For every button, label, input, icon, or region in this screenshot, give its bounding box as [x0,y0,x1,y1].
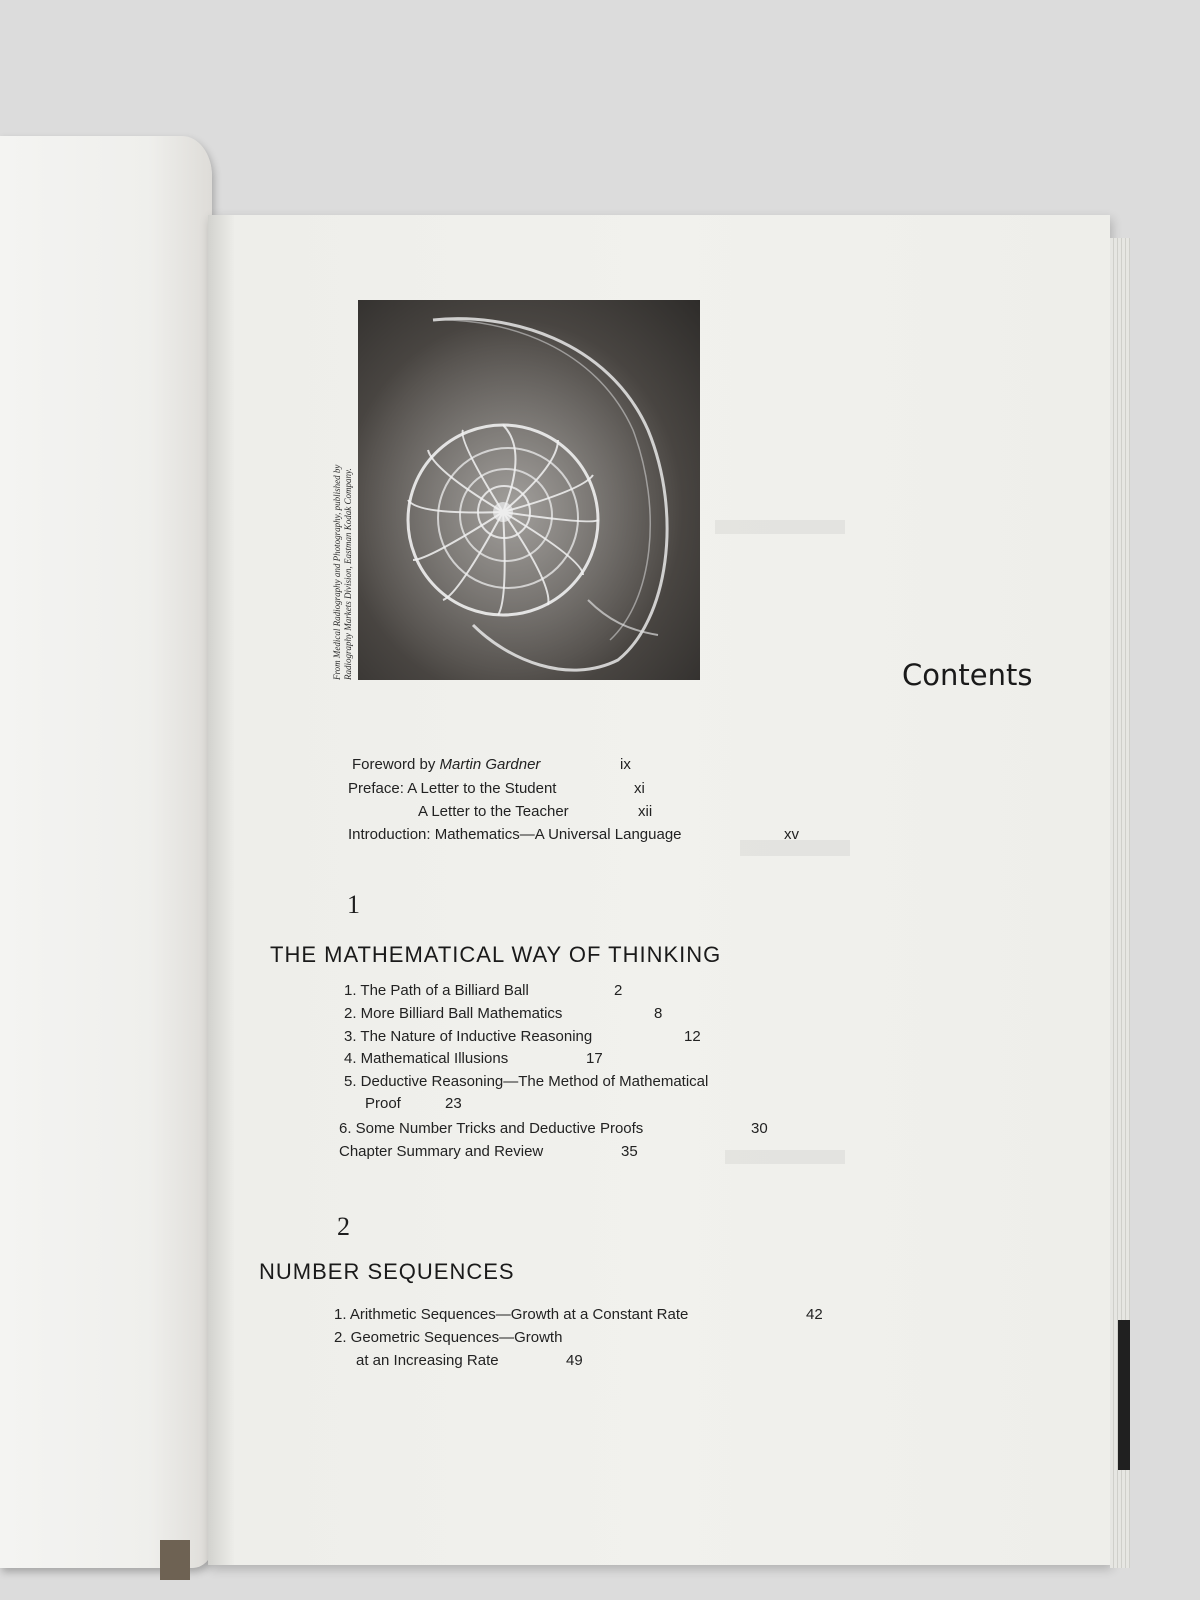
toc-entry-label: Introduction: Mathematics—A Universal Language [348,826,682,843]
toc-entry-continuation [356,1352,583,1369]
toc-entry-label: 1. The Path of a Billiard Ball [344,982,529,999]
toc-entry [344,982,623,999]
photo-credit-line: Radiography Markets Division, Eastman Kodak Company. [343,468,353,680]
toc-entry [344,1073,708,1090]
left-page [0,136,212,1568]
contents-heading: Contents [902,658,1033,692]
toc-entry-page: ix [620,756,631,773]
toc-entry-page: 17 [586,1050,603,1067]
toc-entry-page: 35 [621,1143,638,1160]
photo-credit [332,300,354,680]
show-through-text [715,520,845,534]
toc-entry-label: at an Increasing Rate [356,1352,499,1369]
toc-entry-page: xii [638,803,653,820]
show-through-text [725,1150,845,1164]
toc-entry [334,1329,562,1346]
toc-entry [344,1050,603,1067]
toc-entry [334,1306,823,1323]
toc-entry-label: Preface: A Letter to the Student [348,780,557,797]
toc-entry-page: 49 [566,1352,583,1369]
toc-entry-label: 6. Some Number Tricks and Deductive Proofs [339,1120,644,1137]
toc-entry-preface-teacher [418,803,653,820]
toc-entry-label: 5. Deductive Reasoning—The Method of Mathematical [344,1073,709,1090]
toc-entry-label: Proof [365,1095,401,1112]
toc-entry-label: Chapter Summary and Review [339,1143,544,1160]
toc-entry-label: 3. The Nature of Inductive Reasoning [344,1028,593,1045]
toc-entry-label: Foreword by [352,756,440,773]
chapter-number: 2 [337,1212,350,1241]
toc-entry [339,1120,768,1137]
toc-entry-page: 30 [751,1120,768,1137]
toc-entry [344,1028,701,1045]
toc-entry-preface-student [348,780,645,797]
nautilus-xray-photo [358,300,700,680]
book-cover-edge-right [1118,1320,1130,1470]
toc-entry [344,1005,663,1022]
toc-entry-page: 2 [614,982,623,999]
toc-entry-page: 23 [445,1095,462,1112]
toc-entry-label: 2. More Billiard Ball Mathematics [344,1005,563,1022]
nautilus-shell-illustration [358,300,700,680]
toc-entry-label: 2. Geometric Sequences—Growth [334,1329,563,1346]
toc-entry-introduction [348,826,799,843]
toc-entry-summary [339,1143,638,1160]
book-cover-edge [160,1540,190,1580]
toc-entry-label: 4. Mathematical Illusions [344,1050,509,1067]
chapter-title: THE MATHEMATICAL WAY OF THINKING [270,942,722,967]
photo-credit-line: From Medical Radiography and Photography, published by [332,464,342,680]
toc-entry-label: A Letter to the Teacher [418,803,569,820]
toc-entry-page: 8 [654,1005,663,1022]
toc-entry-label: 1. Arithmetic Sequences—Growth at a Constant Rate [334,1306,689,1323]
toc-entry-author: Martin Gardner [439,756,541,773]
toc-entry-page: 12 [684,1028,701,1045]
toc-entry-page: xv [784,826,799,843]
toc-entry-page: xi [634,780,645,797]
chapter-title: NUMBER SEQUENCES [259,1259,515,1284]
toc-entry-continuation [365,1095,462,1112]
toc-entry-foreword [352,756,631,773]
chapter-number: 1 [347,890,360,919]
toc-entry-page: 42 [806,1306,823,1323]
